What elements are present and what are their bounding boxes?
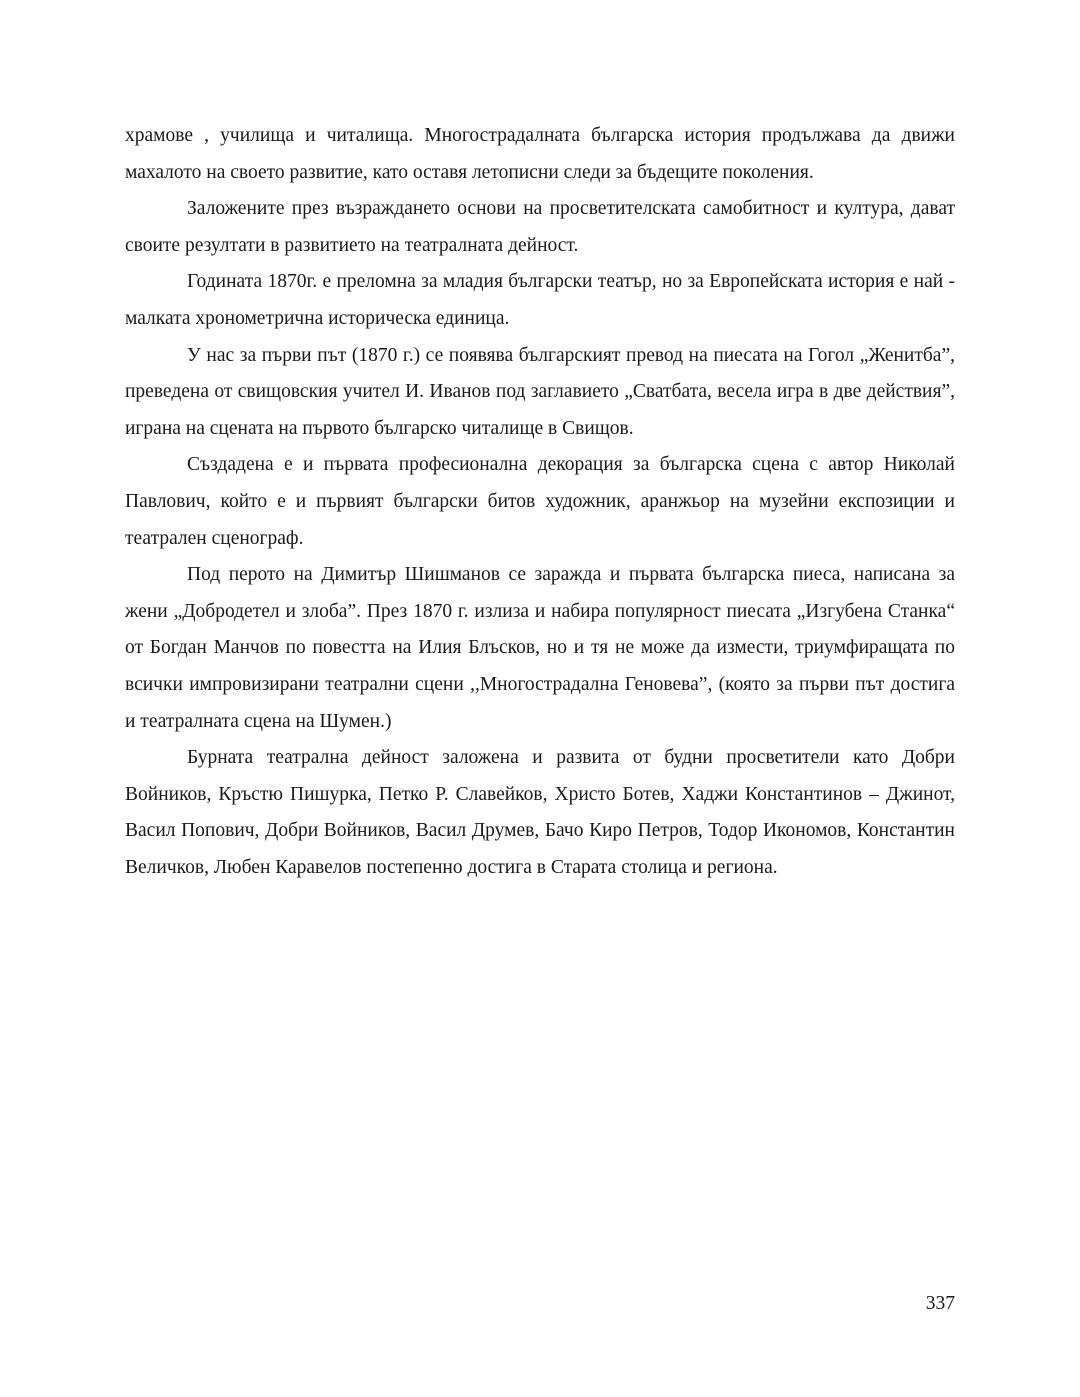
paragraph-5: Създадена е и първата професионална декорация за българска сцена с автор Николай Павлович, който е и първият български битов художник, аранжьор на музейни експозиции и театрален сценограф. xyxy=(125,454,955,549)
text-body xyxy=(125,118,955,886)
paragraph-6: Под перото на Димитър Шишманов се заражда и първата българска пиеса, написана за жени „Добродетел и злоба”. През 1870 г. излиза и набира популярност пиесата „Изгубена Станка“ от Богдан Манчов по повестта на Илия Блъсков, но и тя не може да измести, триумфиращата по всички импровизирани театрални сцени ,,Многострадална Геновева”, (която за първи път достига и театралната сцена на Шумен.) xyxy=(125,564,955,732)
paragraph-7: Бурната театрална дейност заложена и развита от будни просветители като Добри Войников, Кръстю Пишурка, Петко Р. Славейков, Христо Ботев, Хаджи Константинов – Джинот, Васил Попович, Добри Войников, Васил Друмев, Бачо Киро Петров, Тодор Икономов, Константин Величков, Любен Каравелов постепенно достига в Старата столица и региона. xyxy=(125,747,955,878)
paragraph-3: Годината 1870г. е преломна за младия български театър, но за Европейската история е най - малката хронометрична историческа единица. xyxy=(125,271,955,329)
paragraph-1: храмове , училища и читалища. Многострадалната българска история продължава да движи махалото на своето развитие, като оставя летописни следи за бъдещите поколения. xyxy=(125,125,955,183)
paragraph-2: Заложените през възраждането основи на просветителската самобитност и култура, дават своите резултати в развитието на театралната дейност. xyxy=(125,198,955,256)
page-number: 337 xyxy=(925,1293,955,1314)
paragraph-4: У нас за първи път (1870 г.) се появява българският превод на пиесата на Гогол „Женитба”, преведена от свищовския учител И. Иванов под заглавието „Сватбата, весела игра в две действия”, играна на сцената на първото българско читалище в Свищов. xyxy=(125,344,955,439)
